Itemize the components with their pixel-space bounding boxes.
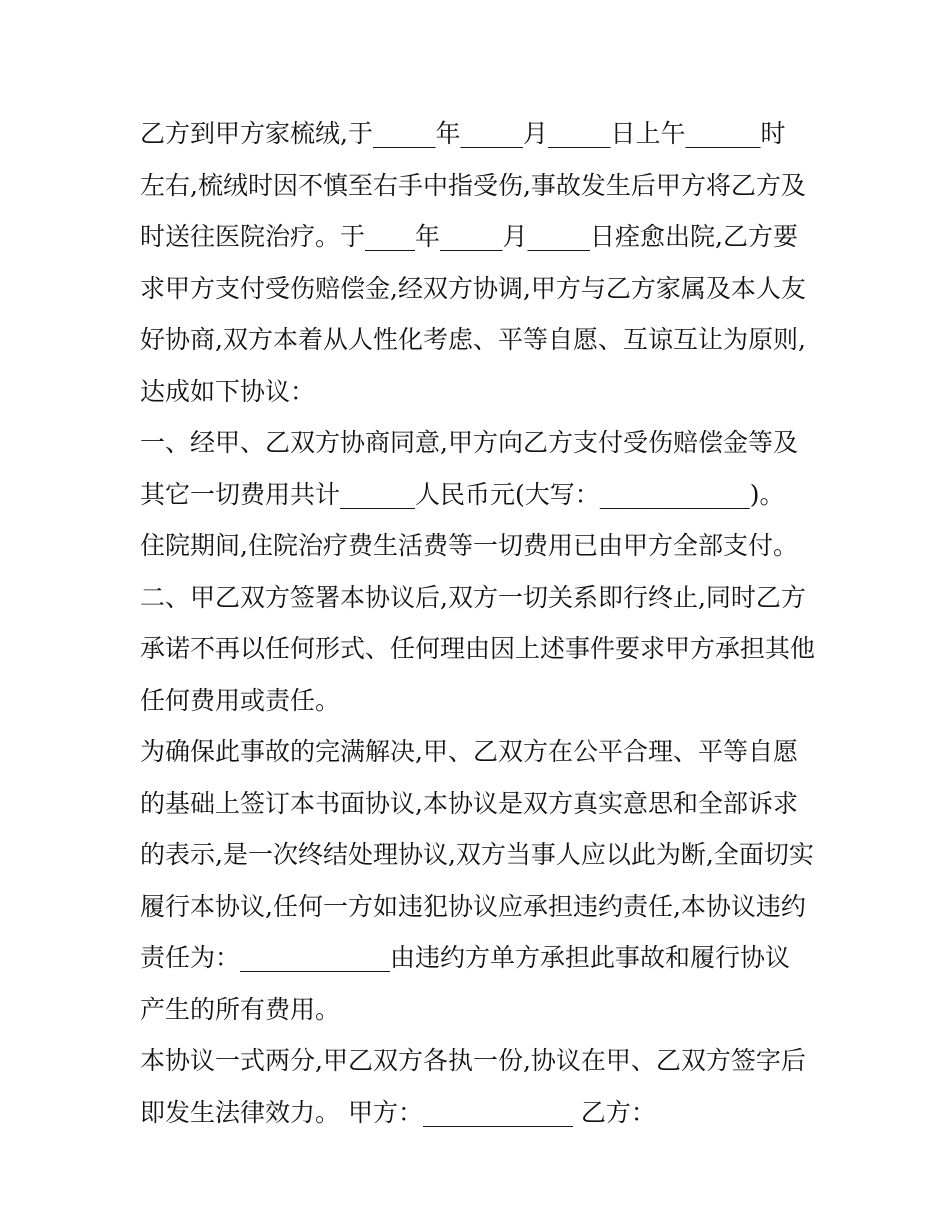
paragraph-line: 产生的所有费用。 xyxy=(140,994,341,1024)
signature-line: 即发生法律效力。 甲方：____________ 乙方： xyxy=(140,1097,656,1127)
paragraph-line: 本协议一式两分,甲乙双方各执一份,协议在甲、乙双方签字后 xyxy=(140,1046,806,1075)
paragraph-line: 时送往医院治疗。于____年_____月_____日痊愈出院,乙方要 xyxy=(140,222,798,251)
paragraph-line: 好协商,双方本着从人性化考虑、平等自愿、互谅互让为原则, xyxy=(140,325,806,354)
paragraph-line: 乙方到甲方家梳绒,于_____年_____月_____日上午______时 xyxy=(140,119,786,148)
paragraph-line: 求甲方支付受伤赔偿金,经双方协调,甲方与乙方家属及本人友 xyxy=(140,273,806,303)
clause-one-line: 住院期间,住院治疗费生活费等一切费用已由甲方全部支付。 xyxy=(140,531,798,560)
paragraph-line: 的基础上签订本书面协议,本协议是双方真实意思和全部诉求 xyxy=(140,788,798,818)
clause-two-line: 承诺不再以任何形式、任何理由因上述事件要求甲方承担其他 xyxy=(140,634,816,663)
paragraph-line: 的表示,是一次终结处理协议,双方当事人应以此为断,全面切实 xyxy=(140,840,814,869)
clause-one-line: 一、经甲、乙双方协商同意,甲方向乙方支付受伤赔偿金等及 xyxy=(140,428,798,457)
paragraph-line: 履行本协议,任何一方如违犯协议应承担违约责任,本协议违约 xyxy=(140,891,806,921)
clause-two-line: 任何费用或责任。 xyxy=(140,685,341,715)
paragraph-line: 为确保此事故的完满解决,甲、乙双方在公平合理、平等自愿 xyxy=(140,737,798,766)
paragraph-line: 达成如下协议： xyxy=(140,376,316,406)
agreement-body xyxy=(140,108,820,1138)
clause-one-line: 其它一切费用共计______人民币元(大写：____________)。 xyxy=(140,479,785,509)
clause-two-line: 二、甲乙双方签署本协议后,双方一切关系即行终止,同时乙方 xyxy=(140,582,806,612)
paragraph-line: 左右,梳绒时因不慎至右手中指受伤,事故发生后甲方将乙方及 xyxy=(140,170,806,200)
paragraph-line: 责任为：____________由违约方单方承担此事故和履行协议 xyxy=(140,943,791,972)
